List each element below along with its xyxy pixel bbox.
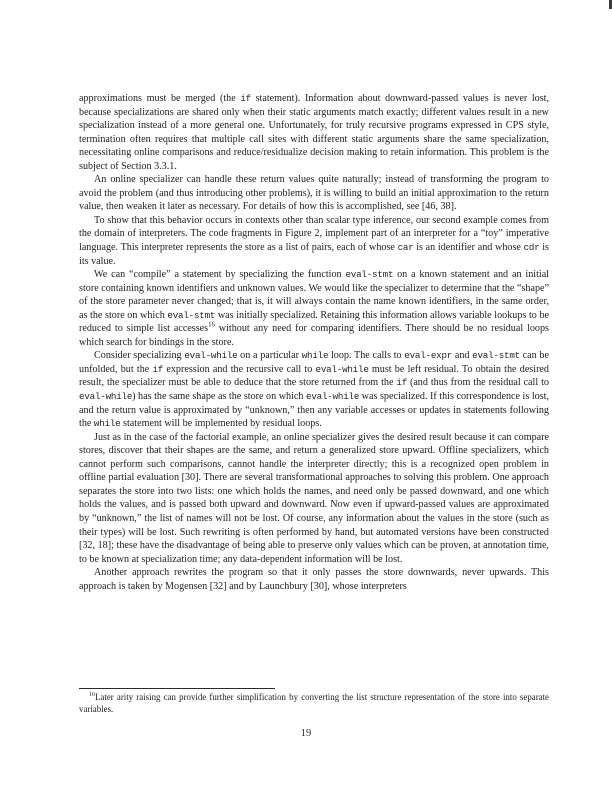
footnote-reference: 16: [208, 321, 215, 329]
paragraph: [79, 566, 549, 593]
text-run: on a particular: [237, 350, 302, 362]
inline-code: eval-while: [184, 350, 238, 362]
text-run: without any need for comparing identifiers. There should be no residual loops which search for bindings in the store.: [79, 323, 549, 348]
inline-code: if: [152, 363, 164, 375]
inline-code: if: [240, 93, 251, 104]
paragraph: [79, 173, 549, 214]
paragraph: [79, 431, 549, 566]
footnote: [79, 691, 549, 716]
text-run: approximations must be merged (the: [79, 93, 241, 104]
text-run: To show that this behavior occurs in contexts other than scalar type inference, our second example comes from the domain of interpreters. The code fragments in Figure 2, implement part of an interpreter for a “toy” imperative language. This interpreter represents the store as a list of pairs, each of whose: [79, 214, 549, 254]
text-run: loop. The calls to: [328, 350, 405, 362]
text-run: expression and the recursive call to: [163, 363, 316, 375]
inline-code: if: [396, 377, 408, 389]
paragraph: [79, 349, 549, 430]
page-number: 19: [300, 728, 312, 739]
text-run: Consider specializing: [94, 350, 185, 362]
inline-code: eval-while: [79, 391, 133, 403]
footnote-text: Later arity raising can provide further simplification by converting the list structure representation of the store into separate variables.: [79, 692, 549, 715]
text-run: ) has the same shape as the store on which: [132, 391, 306, 403]
text-run: is its value.: [79, 242, 549, 267]
text-run: We can “compile” a statement by specializing the function: [94, 269, 346, 281]
inline-code: while: [301, 350, 329, 362]
inline-code: cdr: [523, 242, 540, 254]
inline-code: eval-while: [315, 363, 369, 375]
text-run: (and thus from the residual call to: [407, 377, 549, 389]
text-run: is an identifier and whose: [413, 242, 524, 254]
inline-code: eval-while: [306, 391, 360, 403]
paragraph: [79, 268, 549, 349]
inline-code: eval-stmt: [472, 350, 520, 362]
text-run: was initially specialized. Retaining this information allows variable lookups to be reduced to simple list accesses: [79, 309, 550, 335]
text-run: An online specializer can handle these return values quite naturally; instead of transforming the program to avoid the problem (and thus introducing other problems), it is willing to build an initial approximation to the return value, then weaken it later as necessary. For details of how this is accomplished, see [46, 38].: [79, 174, 549, 213]
body-text: [79, 92, 549, 593]
inline-code: car: [397, 242, 414, 254]
text-run: on a known statement and an initial store containing known identifiers and unknown values. We would like the specializer to determine that the “shape” of the store parameter never changed; that is, it will always contain the name known identifiers, in the same order, as the store on which: [79, 269, 549, 321]
text-run: Another approach rewrites the program so that it only passes the store downwards, never upwards. This approach is taken by Mogensen [32] and by Launchbury [30], whose interpreters: [79, 567, 549, 592]
inline-code: while: [93, 418, 121, 430]
footnote-marker: 16: [89, 692, 95, 699]
text-run: statement will be implemented by residual loops.: [120, 418, 322, 430]
text-run: Just as in the case of the factorial example, an online specializer gives the desired result because it can compare stores, discover that their shapes are the same, and return a generalized store upward. Offline specializers, which cannot perform such comparisons, cannot handle the interpreter directly; this is a recognized open problem in offline partial evaluation [30]. There are several transformational approaches to solving this problem. One approach separates the store into two lists: one which holds the names, and need only be passed downward, and one which holds the values, and is passed both upward and downward. Now even if upward-passed values are approximated by “unknown,” the list of names will not be lost. Of course, any information about the values in the store (such as their types) will be lost. Such rewriting is often performed by hand, but automated versions have been constructed [32, 18]; these have the disadvantage of being able to preserve only values which can be proven, at annotation time, to be known at specialization time; any data-dependent information will be lost.: [79, 431, 549, 565]
inline-code: eval-stmt: [167, 309, 216, 321]
text-run: must be left residual. To obtain the desired result, the specializer must be able to deduce that the store returned from the: [79, 363, 549, 389]
paragraph: [79, 214, 549, 268]
footnote-rule: [79, 688, 275, 689]
text-run: can be unfolded, but the: [79, 350, 549, 375]
text-run: statement). Information about downward-passed values is never lost, because specializations are shared only when their static arguments match exactly; different values result in a new specialization instead of a more general one. Unfortunately, for truly recursive programs expressed in CPS style, termination often requires that multiple call sites with different static arguments share the same specialization, necessitating online comparisons and reduce/residualize decision making to retain information. This problem is the subject of Section 3.3.1.: [79, 93, 549, 172]
text-run: and: [452, 350, 473, 362]
text-run: was specialized. If this correspondence is lost, and the return value is approximated by “unknown,” then any variable accesses or updates in statements following the: [79, 391, 549, 430]
inline-code: eval-expr: [404, 350, 453, 362]
paragraph: [79, 92, 549, 173]
inline-code: eval-stmt: [345, 269, 394, 281]
